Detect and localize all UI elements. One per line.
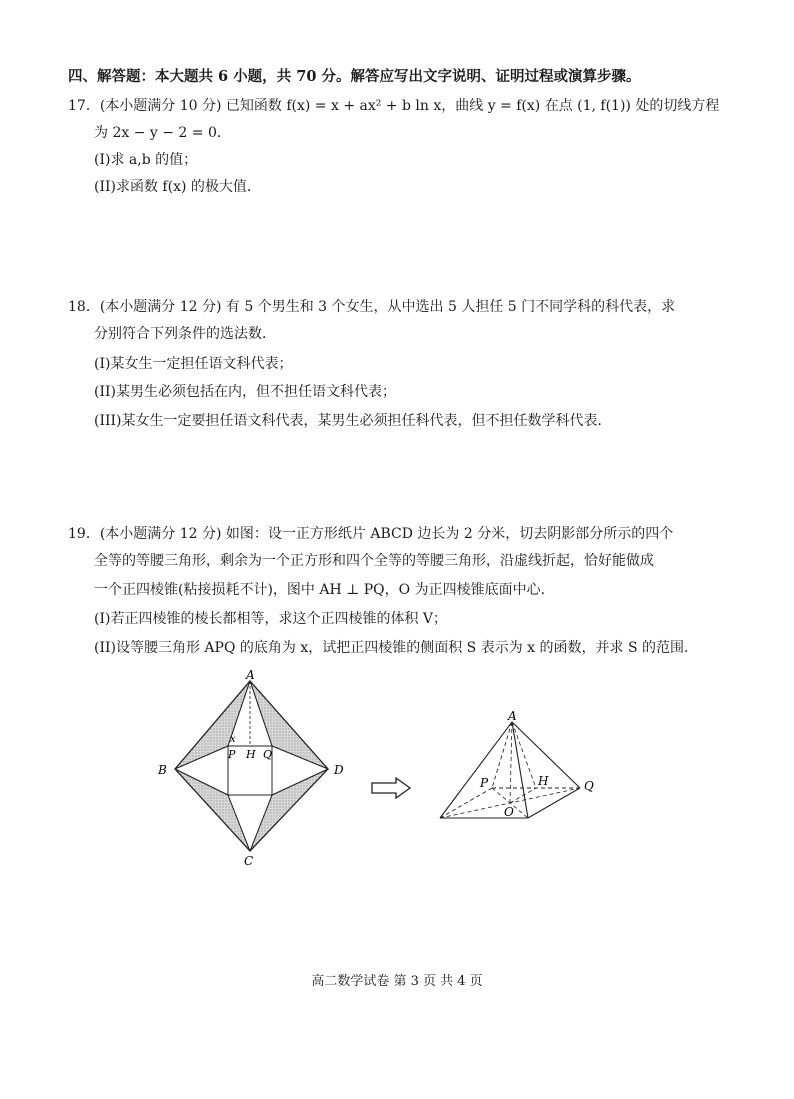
q19-part2: (II)设等腰三角形 APQ 的底角为 x，试把正四棱锥的侧面积 S 表示为 x 的函数，并求 S 的范围． bbox=[94, 640, 699, 656]
q19-line1: 19．(本小题满分 12 分) 如图：设一正方形纸片 ABCD 边长为 2 分米，切去阴影部分所示的四个 bbox=[68, 526, 674, 542]
q17-line1: 17．(本小题满分 10 分) 已知函数 f(x) = x + ax² + b ln x，曲线 y = f(x) 在点 (1, f(1)) 处的切线方程 bbox=[68, 98, 720, 114]
q19-line2: 全等的等腰三角形，剩余为一个正方形和四个全等的等腰三角形，沿虚线折起，恰好能做成 bbox=[94, 553, 654, 569]
label-p: P bbox=[480, 776, 489, 790]
base-right bbox=[528, 788, 580, 818]
q18-part3: (III)某女生一定要担任语文科代表，某男生必须担任科代表，但不担任数学科代表． bbox=[94, 413, 612, 429]
q18-line1: 18．(本小题满分 12 分) 有 5 个男生和 3 个女生，从中选出 5 人担任 5 门不同学科的科代表，求 bbox=[68, 299, 676, 315]
label-q: Q bbox=[263, 748, 273, 761]
label-h: H bbox=[538, 774, 549, 788]
label-c: C bbox=[244, 854, 254, 868]
q18-line2: 分别符合下列条件的选法数． bbox=[94, 326, 276, 342]
page-footer: 高二数学试卷 第 3 页 共 4 页 bbox=[311, 974, 483, 989]
edge-a-front-left bbox=[440, 722, 512, 818]
q18-part1: (I)某女生一定担任语文科代表； bbox=[94, 356, 293, 372]
q19-part1: (I)若正四棱锥的棱长都相等，求这个正四棱锥的体积 V； bbox=[94, 611, 448, 627]
label-b: B bbox=[158, 763, 167, 777]
edge-a-back-left bbox=[492, 722, 512, 788]
segment-ao bbox=[510, 722, 512, 803]
figure-pyramid bbox=[430, 710, 610, 830]
edge-a-front-right bbox=[512, 722, 528, 818]
q18-part2: (II)某男生必须包括在内，但不担任语文科代表； bbox=[94, 384, 396, 400]
label-h: H bbox=[246, 748, 256, 761]
label-o: O bbox=[504, 805, 514, 819]
section-title: 四、解答题：本大题共 6 小题，共 70 分。解答应写出文字说明、证明过程或演算步骤。 bbox=[68, 68, 641, 85]
label-a: A bbox=[508, 710, 517, 723]
q17-part2: (II)求函数 f(x) 的极大值． bbox=[94, 179, 261, 195]
q17-line2: 为 2x − y − 2 = 0． bbox=[94, 125, 231, 141]
base-left bbox=[440, 788, 492, 818]
label-a: A bbox=[246, 668, 255, 682]
label-d: D bbox=[334, 763, 344, 777]
label-q: Q bbox=[584, 779, 594, 793]
label-x: x bbox=[230, 734, 236, 745]
arrow-icon bbox=[370, 776, 414, 800]
q19-line3: 一个正四棱锥(粘接损耗不计)，图中 AH ⊥ PQ，O 为正四棱锥底面中心． bbox=[94, 582, 555, 598]
figure-paper-square bbox=[150, 668, 360, 868]
segment-ah bbox=[512, 722, 536, 788]
q17-part1: (I)求 a,b 的值； bbox=[94, 152, 198, 168]
label-p: P bbox=[228, 748, 236, 761]
